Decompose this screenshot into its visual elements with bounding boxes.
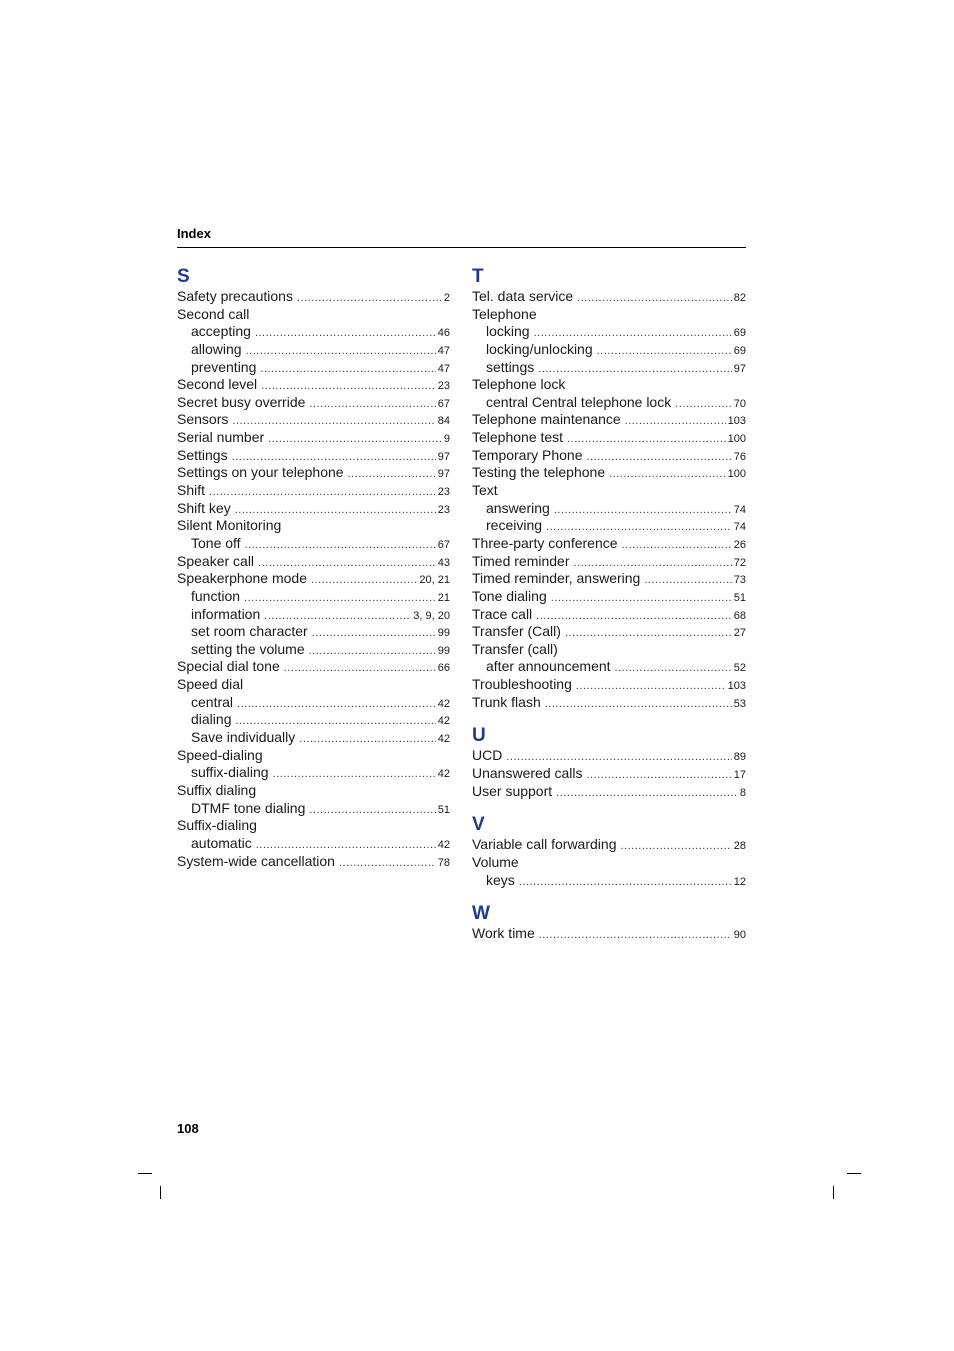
index-section	[472, 266, 746, 711]
entry-label: Save individually	[191, 729, 296, 746]
entry-page-ref: 8	[739, 786, 746, 799]
index-entry	[472, 411, 746, 429]
entry-label: User support	[472, 782, 553, 799]
page-number: 108	[177, 1121, 199, 1136]
entry-label: allowing	[191, 340, 242, 357]
entry-page-ref: 28	[733, 840, 746, 853]
entry-page-ref: 97	[437, 468, 450, 481]
index-column-left	[177, 266, 450, 870]
entry-page-ref: 17	[733, 769, 746, 782]
entry-label: Tone dialing	[472, 587, 547, 604]
index-subentry	[177, 535, 450, 553]
running-header: Index	[177, 226, 211, 241]
entry-page-ref: 43	[437, 556, 450, 569]
index-section	[177, 266, 450, 870]
entry-label: keys	[486, 871, 515, 888]
entry-label: Timed reminder, answering	[472, 570, 641, 587]
entry-label: Special dial tone	[177, 658, 280, 675]
entry-label: Testing the telephone	[472, 464, 606, 481]
entry-label: Shift	[177, 482, 206, 499]
entry-label: Suffix dialing	[177, 781, 257, 798]
entry-label: System-wide cancellation	[177, 852, 335, 869]
entry-page-ref: 23	[437, 380, 450, 393]
entry-label: preventing	[191, 358, 257, 375]
index-subentry	[177, 800, 450, 818]
index-subentry	[472, 658, 746, 676]
entry-label: Safety precautions	[177, 288, 293, 304]
dot-leader	[615, 660, 732, 678]
index-entry	[472, 606, 746, 624]
index-section	[472, 814, 746, 889]
entry-label: Variable call forwarding	[472, 836, 617, 853]
entry-page-ref: 67	[437, 538, 450, 551]
dot-leader	[244, 590, 436, 608]
entry-page-ref: 27	[733, 627, 746, 640]
entry-label: Settings	[177, 446, 228, 463]
index-subentry	[472, 872, 746, 890]
index-entry	[177, 394, 450, 412]
dot-leader	[311, 572, 417, 590]
entry-label: Unanswered calls	[472, 765, 583, 782]
index-subentry	[177, 835, 450, 853]
index-entry	[472, 570, 746, 588]
index-entry	[177, 411, 450, 429]
entry-page-ref: 23	[437, 503, 450, 516]
index-entry	[472, 447, 746, 465]
index-entry	[177, 817, 450, 835]
index-entry	[472, 836, 746, 854]
index-entry	[177, 447, 450, 465]
index-subentry	[177, 341, 450, 359]
index-subentry	[177, 606, 450, 624]
entry-label: Serial number	[177, 429, 265, 446]
index-subentry	[472, 500, 746, 518]
dot-leader	[551, 590, 732, 608]
dot-leader	[339, 855, 436, 873]
index-subentry	[472, 359, 746, 377]
index-entry	[472, 376, 746, 394]
dot-leader	[622, 537, 732, 555]
index-subentry	[177, 729, 450, 747]
entry-label: locking	[486, 323, 530, 340]
index-section	[472, 725, 746, 800]
entry-page-ref: 99	[437, 627, 450, 640]
entry-page-ref: 82	[733, 292, 746, 304]
index-entry	[177, 747, 450, 765]
entry-page-ref: 74	[733, 503, 746, 516]
index-entry	[472, 747, 746, 765]
entry-page-ref: 42	[437, 733, 450, 746]
index-entry	[472, 694, 746, 712]
index-entry	[472, 588, 746, 606]
index-entry	[472, 429, 746, 447]
dot-leader	[644, 572, 731, 590]
entry-page-ref: 42	[437, 715, 450, 728]
index-subentry	[177, 359, 450, 377]
index-entry	[177, 853, 450, 871]
crop-mark	[160, 1186, 161, 1199]
entry-label: Sensors	[177, 411, 229, 428]
index-entry	[177, 288, 450, 306]
entry-label: Transfer (Call)	[472, 623, 561, 640]
entry-label: Shift key	[177, 499, 231, 516]
entry-page-ref: 3, 9, 20	[413, 609, 450, 622]
entry-page-ref: 72	[733, 556, 746, 569]
entry-label: UCD	[472, 747, 503, 764]
index-subentry	[472, 341, 746, 359]
entry-label: Speed-dialing	[177, 746, 263, 763]
index-entry	[472, 535, 746, 553]
index-subentry	[177, 641, 450, 659]
entry-page-ref: 51	[437, 803, 450, 816]
section-letter: T	[472, 266, 484, 287]
entry-label: Suffix-dialing	[177, 817, 257, 834]
section-letter: V	[472, 814, 485, 836]
index-subentry	[177, 764, 450, 782]
entry-page-ref: 89	[733, 751, 746, 764]
entry-label: Tone off	[191, 534, 241, 551]
entry-label: Settings on your telephone	[177, 464, 344, 481]
entry-page-ref: 67	[437, 397, 450, 410]
entry-label: Temporary Phone	[472, 446, 583, 463]
entry-page-ref: 73	[733, 574, 746, 587]
entry-label: Transfer (call)	[472, 640, 558, 657]
dot-leader	[260, 361, 435, 379]
dot-leader	[246, 343, 436, 361]
index-subentry	[177, 323, 450, 341]
dot-leader	[255, 325, 436, 343]
entry-page-ref: 21	[437, 591, 450, 604]
index-entry	[177, 482, 450, 500]
index-entry	[472, 854, 746, 872]
dot-leader	[309, 643, 436, 661]
entry-label: setting the volume	[191, 640, 305, 657]
entry-label: Timed reminder	[472, 552, 570, 569]
entry-label: Silent Monitoring	[177, 517, 282, 534]
entry-page-ref: 47	[437, 362, 450, 375]
entry-page-ref: 103	[727, 680, 746, 693]
entry-label: Secret busy override	[177, 393, 306, 410]
index-subentry	[177, 588, 450, 606]
dot-leader	[348, 466, 436, 484]
index-entry	[472, 482, 746, 500]
entry-label: Trunk flash	[472, 693, 541, 710]
entry-label: Second call	[177, 305, 250, 322]
entry-page-ref: 69	[733, 344, 746, 357]
entry-label: after announcement	[486, 658, 611, 675]
index-subentry	[177, 694, 450, 712]
index-entry	[472, 623, 746, 641]
dot-leader	[609, 466, 726, 484]
entry-label: Text	[472, 482, 498, 499]
dot-leader	[545, 696, 732, 714]
entry-label: function	[191, 587, 241, 604]
dot-leader	[273, 766, 436, 784]
dot-leader	[554, 502, 732, 520]
section-letter: S	[177, 266, 190, 287]
dot-leader	[625, 413, 726, 431]
index-entry	[472, 306, 746, 324]
dot-leader	[576, 678, 726, 696]
entry-page-ref: 51	[733, 591, 746, 604]
dot-leader	[577, 290, 732, 308]
section-letter: W	[472, 903, 490, 925]
entry-page-ref: 53	[733, 697, 746, 710]
entry-page-ref: 76	[733, 450, 746, 463]
entry-label: accepting	[191, 323, 251, 340]
dot-leader	[675, 396, 732, 414]
entry-label: Tel. data service	[472, 288, 574, 304]
dot-leader	[237, 696, 436, 714]
index-entry	[472, 464, 746, 482]
index-entry	[177, 376, 450, 394]
crop-mark	[138, 1173, 152, 1174]
entry-page-ref: 68	[733, 609, 746, 622]
entry-label: answering	[486, 499, 550, 516]
entry-page-ref: 103	[727, 415, 746, 428]
entry-label: dialing	[191, 711, 232, 728]
header-rule	[177, 247, 746, 248]
entry-page-ref: 23	[437, 486, 450, 499]
index-subentry	[472, 394, 746, 412]
dot-leader	[245, 537, 436, 555]
index-entry	[177, 658, 450, 676]
dot-leader	[597, 343, 732, 361]
index-section	[472, 903, 746, 943]
entry-label: Troubleshooting	[472, 676, 572, 693]
crop-mark	[847, 1173, 861, 1174]
entry-page-ref: 97	[733, 362, 746, 375]
index-entry	[472, 288, 746, 306]
index-entry	[177, 429, 450, 447]
dot-leader	[284, 660, 436, 678]
index-entry	[177, 306, 450, 324]
index-entry	[472, 783, 746, 801]
index-subentry	[472, 323, 746, 341]
entry-label: Telephone	[472, 305, 537, 322]
entry-label: Telephone test	[472, 429, 564, 446]
entry-page-ref: 100	[727, 468, 746, 481]
entry-label: information	[191, 605, 261, 622]
index-subentry	[177, 711, 450, 729]
index-entry	[472, 765, 746, 783]
dot-leader	[312, 625, 436, 643]
entry-label: set room character	[191, 623, 308, 640]
index-entry	[472, 641, 746, 659]
entry-page-ref: 20, 21	[419, 574, 450, 587]
entry-page-ref: 46	[437, 327, 450, 340]
entry-page-ref: 78	[437, 856, 450, 869]
entry-label: Speaker call	[177, 552, 255, 569]
index-entry	[177, 553, 450, 571]
index-entry	[177, 500, 450, 518]
entry-label: receiving	[486, 517, 543, 534]
dot-leader	[587, 767, 732, 785]
entry-page-ref: 9	[443, 433, 450, 446]
entry-page-ref: 26	[733, 538, 746, 551]
dot-leader	[297, 290, 442, 308]
index-column-right	[472, 266, 746, 943]
entry-page-ref: 90	[733, 929, 746, 942]
entry-label: locking/unlocking	[486, 340, 593, 357]
entry-page-ref: 42	[437, 838, 450, 851]
entry-page-ref: 52	[733, 662, 746, 675]
entry-label: Speakerphone mode	[177, 570, 307, 587]
dot-leader	[309, 802, 435, 820]
entry-page-ref: 47	[437, 344, 450, 357]
entry-page-ref: 100	[727, 433, 746, 446]
entry-label: central Central telephone lock	[486, 393, 672, 410]
dot-leader	[519, 874, 732, 892]
entry-page-ref: 2	[443, 292, 450, 304]
index-entry	[177, 517, 450, 535]
entry-page-ref: 12	[733, 875, 746, 888]
entry-label: Work time	[472, 925, 535, 942]
index-entry	[177, 464, 450, 482]
entry-page-ref: 42	[437, 768, 450, 781]
crop-mark	[833, 1186, 834, 1199]
entry-label: Telephone lock	[472, 376, 566, 393]
dot-leader	[567, 431, 726, 449]
entry-label: Three-party conference	[472, 534, 618, 551]
entry-label: Second level	[177, 376, 258, 393]
entry-page-ref: 70	[733, 397, 746, 410]
dot-leader	[556, 785, 738, 803]
index-entry	[472, 676, 746, 694]
entry-label: Telephone maintenance	[472, 411, 621, 428]
dot-leader	[309, 396, 435, 414]
entry-page-ref: 69	[733, 327, 746, 340]
index-subentry	[177, 623, 450, 641]
index-entry	[177, 782, 450, 800]
dot-leader	[539, 927, 732, 945]
dot-leader	[209, 484, 436, 502]
index-subentry	[472, 517, 746, 535]
dot-leader	[268, 431, 442, 449]
dot-leader	[536, 608, 732, 626]
dot-leader	[299, 731, 435, 749]
entry-page-ref: 84	[437, 415, 450, 428]
entry-label: Volume	[472, 853, 519, 870]
entry-label: settings	[486, 358, 535, 375]
section-letter: U	[472, 725, 486, 747]
index-entry	[472, 925, 746, 943]
index-entry	[177, 676, 450, 694]
entry-label: Speed dial	[177, 676, 244, 693]
index-entry	[472, 553, 746, 571]
index-entry	[177, 570, 450, 588]
entry-label: central	[191, 693, 234, 710]
entry-label: suffix-dialing	[191, 764, 269, 781]
entry-page-ref: 99	[437, 644, 450, 657]
entry-page-ref: 97	[437, 450, 450, 463]
entry-label: Trace call	[472, 605, 533, 622]
entry-page-ref: 42	[437, 697, 450, 710]
entry-label: DTMF tone dialing	[191, 799, 306, 816]
dot-leader	[565, 625, 732, 643]
dot-leader	[620, 838, 731, 856]
entry-page-ref: 66	[437, 662, 450, 675]
entry-label: automatic	[191, 834, 252, 851]
entry-page-ref: 74	[733, 521, 746, 534]
